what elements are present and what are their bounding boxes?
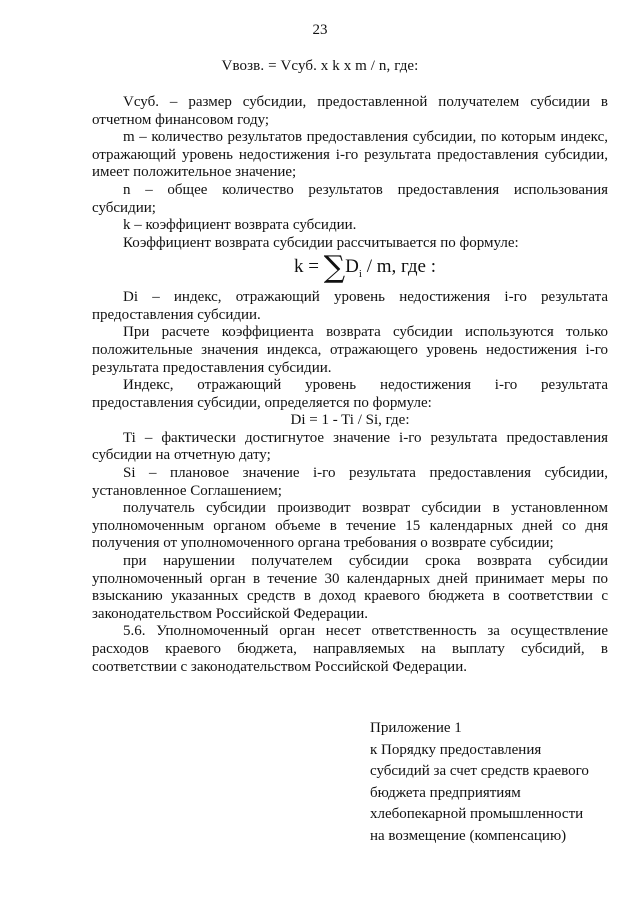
definition-ti: Ti – фактически достигнутое значение i-го результата предоставления субсидии на отчетную дату; [92,429,608,464]
formula-k [92,252,608,289]
appendix-line: субсидий за счет средств краевого [370,763,589,780]
clause-5-6: 5.6. Уполномоченный орган несет ответственность за осуществление расходов краевого бюджета, направляемых на выплату субсидий, в соответствии с законодательством Российской Федерации. [92,623,608,675]
formula-k-sub: i [358,268,362,281]
refund-paragraph: получатель субсидии производит возврат субсидии в установленном уполномоченным органом объеме в течение 15 календарных дней со дня получения от уполномоченного органа требования о возврате субсидии; [92,500,608,552]
formula-k-right: / m, где : [366,256,436,278]
formula-v-return: Vвозв. = Vсуб. x k x m / n, где: [221,58,419,74]
definition-m: m – количество результатов предоставления субсидии, по которым индекс, отражающий уровень недостижения i-го результата предоставления субсидии, имеет положительное значение; [92,129,608,181]
body-text [92,94,608,676]
appendix-line: Приложение 1 [370,720,462,736]
appendix-line: к Порядку предоставления [370,741,542,758]
definition-di: Di – индекс, отражающий уровень недостижения i-го результата предоставления субсидии. [92,289,608,323]
formula-k-var: D [345,256,359,278]
definition-k: k – коэффициент возврата субсидии. [123,217,357,234]
definition-n: n – общее количество результатов предоставления использования субсидии; [92,181,608,216]
definition-si: Si – плановое значение i-го результата предоставления субсидии, установленное Соглашением; [92,465,608,499]
violation-paragraph: при нарушении получателем субсидии срока возврата субсидии уполномоченный орган в течение 30 календарных дней принимает меры по взысканию указанных средств в доход краевого бюджета в соответствии с законодательством Российской Федерации. [92,553,608,622]
page-number: 23 [312,22,328,38]
formula-k-intro: Коэффициент возврата субсидии рассчитывается по формуле: [123,234,519,251]
formula-k-left: k = [294,256,319,278]
appendix-line: хлебопекарной промышленности [370,806,584,823]
formula-d-intro: Индекс, отражающий уровень недостижения i-го результата предоставления субсидии, определяется по формуле: [92,377,608,411]
definition-v-subsidy: Vсуб. – размер субсидии, предоставленной получателем субсидии в отчетном финансовом году; [92,94,608,128]
formula-d: Di = 1 - Ti / Si, где: [290,412,410,429]
appendix-line: бюджета предприятиям [370,784,521,801]
appendix-line: на возмещение (компенсацию) [370,827,567,844]
sum-symbol: ∑ [323,250,346,286]
positive-values-note: При расчете коэффициента возврата субсидии используются только положительные значения индекса, отражающего уровень недостижения i-го результата предоставления субсидии. [92,324,608,376]
appendix-block [370,718,610,848]
